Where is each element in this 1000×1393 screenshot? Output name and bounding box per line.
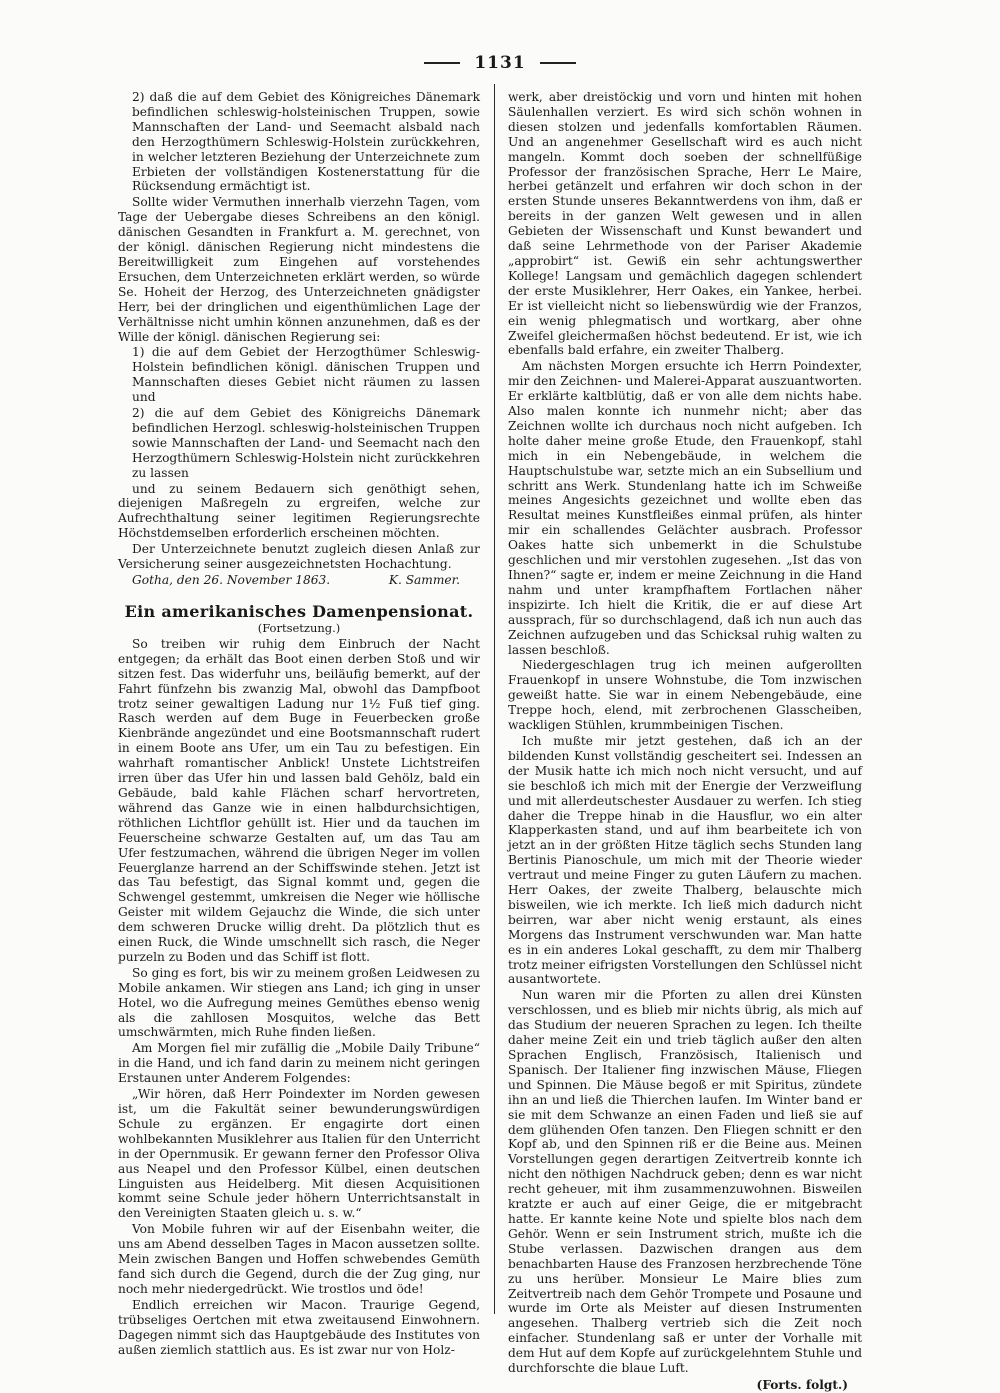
signature: K. Sammer. [388, 573, 460, 587]
article-subtitle: (Fortsetzung.) [257, 620, 341, 635]
article-paragraph: werk, aber dreistöckig und vorn und hinten mit hohen Säulenhallen verziert. Es wird sich schön wohnen in diesen stolzen und jedenfalls komfortablen Räumen. Und an angenehmer Gesellschaft wird es auch nicht mangeln. Kommt doch soeben der schnellfüßige Professor der französischen Sprache, Herr Le Maire, herbei getänzelt und erfahren wir doch schon in der ersten Stunde unseres Bekanntwerdens von ihm, daß er bereits in der ganzen Welt gewesen und in allen Gebieten der Wissenschaft und Kunst bewandert und daß seine Lehrmethode von der Pariser Akademie „approbirt“ ist. Gewiß ein sehr achtungswerther Kollege! Langsam und gemächlich dagegen schlendert der erste Musiklehrer, Herr Oakes, ein Yankee, herbei. Er ist vielleicht nicht so liebenswürdig wie der Franzos, ein wenig phlegmatisch und wortkarg, aber ohne Zweifel gleichermaßen höchst bedeutend. Er ist, wie ich ebenfalls bald erfahre, ein zweiter Thalberg. [508, 90, 862, 358]
article-paragraph: So ging es fort, bis wir zu meinem großen Leidwesen zu Mobile ankamen. Wir stiegen ans Land; ich ging in unser Hotel, wo die Aufregung meines Gemüthes ebenso wenig als die zahllosen Mosquitos, welche das Bett umschwärmten, mich Ruhe finden ließen. [118, 965, 480, 1040]
header-rule-left [424, 62, 460, 64]
letter-paragraph: Sollte wider Vermuthen innerhalb vierzehn Tagen, vom Tage der Uebergabe dieses Schreibens an den königl. dänischen Gesandten in Frankfurt a. M. gerechnet, von der königl. dänischen Regierung nicht mindestens die Bereitwilligkeit zum Eingehen auf vorstehendes Ersuchen, dem Unterzeichneten erklärt werden, so würde Se. Hoheit der Herzog, des Unterzeichneten gnädigster Herr, bei der dringlichen und eigenthümlichen Lage der Verhältnisse nicht umhin können anzunehmen, daß es der Wille der königl. dänischen Regierung sei: [118, 195, 480, 344]
right-column [508, 90, 862, 1392]
signature-line [118, 573, 480, 588]
header-rule-right [540, 62, 576, 64]
article-paragraph: Nun waren mir die Pforten zu allen drei Künsten verschlossen, und es blieb mir nichts übrig, als mich auf das Studium der neueren Sprachen zu legen. Ich theilte daher meine Zeit ein und trieb täglich außer den alten Sprachen Englisch, Französisch, Italienisch und Spanisch. Der Italiener fing inzwischen Mäuse, Fliegen und Spinnen. Die Mäuse begoß er mit Spiritus, zündete ihn an und ließ die Thierchen laufen. Im Winter band er sie mit dem Schwanze an einen Faden und ließ sie auf dem glühenden Ofen tanzen. Den Fliegen schnitt er den Kopf ab, und den Spinnen riß er die Beine aus. Meinen Vorstellungen gegen derartigen Zeitvertreib konnte ich nicht den nöthigen Nachdruck geben; denn es war nicht recht geheuer, mit ihm zusammenzuwohnen. Bisweilen kratzte er auch auf einer Geige, die er mitgebracht hatte. Er kannte keine Note und spielte blos nach dem Gehör. Wenn er sein Instrument strich, mußte ich die Stube verlassen. Dazwischen drangen aus dem benachbarten Hause des Franzosen herzbrechende Töne zu uns herüber. Monsieur Le Maire blies zum Zeitvertreib nach dem Gehör Trompete und Posaune und wurde im Orte als Meister auf diesen Instrumenten angesehen. Thalberg vertrieb sich die Zeit noch einfacher. Stundenlang saß er unter der Vorhalle mit dem Hut auf dem Kopfe auf zurückgelehntem Stuhle und durchforschte die blaue Luft. [508, 988, 862, 1376]
article-paragraph: Am Morgen fiel mir zufällig die „Mobile Daily Tribune“ in die Hand, und ich fand darin zu meinem nicht geringen Erstaunen unter Anderem Folgendes: [118, 1041, 480, 1086]
page-number: 1131 [474, 53, 526, 73]
continuation-note: (Forts. folgt.) [756, 1377, 848, 1392]
column-divider [494, 84, 495, 1314]
letter-paragraph: Der Unterzeichnete benutzt zugleich diesen Anlaß zur Versicherung seiner ausgezeichnetsten Hochachtung. [118, 542, 480, 572]
letter-list-item: 2) die auf dem Gebiet des Königreichs Dänemark befindlichen Herzogl. schleswig-holsteinischen Truppen sowie Mannschaften der Land- und Seemacht nach den Herzogthümern Schleswig-Holstein nicht zurückkehren zu lassen [132, 406, 480, 480]
article-paragraph: So treiben wir ruhig dem Einbruch der Nacht entgegen; da erhält das Boot einen derben Stoß und wir sitzen fest. Das widerfuhr uns, beiläufig bemerkt, auf der Fahrt fünfzehn bis zwanzig Mal, obwohl das Dampfboot trotz seiner gewaltigen Ladung nur 1½ Fuß tief ging. Rasch werden auf dem Buge in Feuerbecken große Kienbrände angezündet und eine Bootsmannschaft rudert in einem Boote ans Ufer, um ein Tau zu befestigen. Ein wahrhaft romantischer Anblick! Unstete Lichtstreifen irren über das Ufer hin und lassen bald Gehölz, bald ein Gebäude, bald kahle Flächen scharf hervortreten, während das Ganze wie in einen halbdurchsichtigen, röthlichen Lichtflor gehüllt ist. Hier und da tauchen im Feuerscheine schwarze Gestalten auf, um das Tau am Ufer festzumachen, während die übrigen Neger im vollen Feuerglanze harrend an der Schiffswinde stehen. Jetzt ist das Tau befestigt, das Signal kommt und, gegen die Schwengel gestemmt, umkreisen die Neger wie höllische Geister mit wildem Gejauchz die Winde, die sich unter dem schweren Drucke willig dreht. Da plötzlich thut es einen Ruck, die Winde umschnellt sich rasch, die Neger purzeln zu Boden und das Schiff ist flott. [118, 636, 480, 964]
letter-paragraph: 2) daß die auf dem Gebiet des Königreiches Dänemark befindlichen schleswig-holsteinischen Truppen, sowie Mannschaften der Land- und Seemacht alsbald nach den Herzogthümern Schleswig-Holstein zurückkehren, in welcher letzteren Beziehung der Unterzeichnete zum Erbieten der vollständigen Kostenerstattung für die Rücksendung ermächtigt ist. [132, 90, 480, 194]
article-paragraph: Von Mobile fuhren wir auf der Eisenbahn weiter, die uns am Abend desselben Tages in Macon aussetzen sollte. Mein zwischen Bangen und Hoffen schwebendes Gemüth fand sich durch die Gegend, durch die der Zug ging, nur noch mehr niedergedrückt. Wie trostlos und öde! [118, 1222, 480, 1296]
letter-paragraph: und zu seinem Bedauern sich genöthigt sehen, diejenigen Maßregeln zu ergreifen, welche zur Aufrechthaltung seiner legitimen Regierungsrechte Höchstdemselben erforderlich erscheinen möchten. [118, 481, 480, 541]
article-paragraph: Endlich erreichen wir Macon. Traurige Gegend, trübseliges Oertchen mit etwa zweitausend Einwohnern. Dagegen nimmt sich das Hauptgebäude des Institutes von außen ziemlich stattlich aus. Es ist zwar nur von Holz- [118, 1297, 480, 1357]
article-paragraph: Niedergeschlagen trug ich meinen aufgerollten Frauenkopf in unsere Wohnstube, die Tom inzwischen geweißt hatte. Sie war in einem Nebengebäude, eine Treppe hoch, elend, mit zerbrochenen Glasscheiben, wackligen Stühlen, krummbeinigen Tischen. [508, 658, 862, 733]
article-title: Ein amerikanisches Damenpensionat. [124, 601, 474, 621]
article-paragraph: Ich mußte mir jetzt gestehen, daß ich an der bildenden Kunst vollständig gescheitert sei. Indessen an der Musik hatte ich mich noch nicht versucht, und auf sie beschloß ich mich mit der Energie der Verzweiflung und mit allerdeutschester Ausdauer zu werfen. Ich stieg daher die Treppe hinab in die Hausflur, wo ein alter Klapperkasten stand, und auf ihm bearbeitete ich von jetzt an in der größten Hitze täglich sechs Stunden lang Bertinis Pianoschule, um mich mit der Theorie wieder vertraut und meine Finger zu guten Läufern zu machen. Herr Oakes, der zweite Thalberg, belauschte mich bisweilen, wie ich merkte. Ich ließ mich dadurch nicht beirren, war aber nicht wenig erstaunt, als eines Morgens das Instrument verschwunden war. Man hatte es in ein anderes Lokal geschafft, zu dem mir Thalberg trotz meiner eifrigsten Vorstellungen den Schlüssel nicht ausantwortete. [508, 733, 862, 987]
left-column [118, 90, 480, 1357]
page-header [0, 48, 1000, 78]
article-quote: „Wir hören, daß Herr Poindexter im Norden gewesen ist, um die Fakultät seiner bewunderungswürdigen Schule zu ergänzen. Er engagirte dort einen wohlbekannten Musiklehrer aus Italien für den Unterricht in der Opernmusik. Er gewann ferner den Professor Oliva aus Neapel und den Professor Külbel, einen deutschen Linguisten aus Heidelberg. Mit diesen Acquisitionen kommt seine Schule jeder höhern Unterrichtsanstalt in den Vereinigten Staaten gleich u. s. w.“ [118, 1087, 480, 1221]
letter-list-item: 1) die auf dem Gebiet der Herzogthümer Schleswig-Holstein befindlichen königl. dänischen Truppen und Mannschaften dieses Gebiet nicht räumen zu lassen und [132, 345, 480, 405]
place-date: Gotha, den 26. November 1863. [132, 573, 331, 587]
article-paragraph: Am nächsten Morgen ersuchte ich Herrn Poindexter, mir den Zeichnen- und Malerei-Apparat auszuantworten. Er erklärte kaltblütig, daß er von alle dem nichts habe. Also malen konnte ich nunmehr nicht; aber das Zeichnen wollte ich durchaus noch nicht aufgeben. Ich holte daher meine große Etude, den Frauenkopf, stahl mich in ein Nebengebäude, in welchem die Hauptschulstube war, setzte mich an ein Subsellium und schritt ans Werk. Stundenlang hatte ich im Schweiße meines Angesichts gezeichnet und wollte eben das Resultat meines Kunstfleißes einmal prüfen, als hinter mir ein schallendes Gelächter ausbrach. Professor Oakes hatte sich unbemerkt in die Schulstube geschlichen und mir verstohlen zugesehen. „Ist das von Ihnen?“ sagte er, indem er meine Zeichnung in die Hand nahm und unter krampfhaftem Fortlachen näher inspizirte. Ich hielt die Kritik, die er auf diese Art aussprach, für so durchschlagend, daß ich nun auch das Zeichnen aufzugeben und das Schicksal ruhig walten zu lassen beschloß. [508, 359, 862, 657]
